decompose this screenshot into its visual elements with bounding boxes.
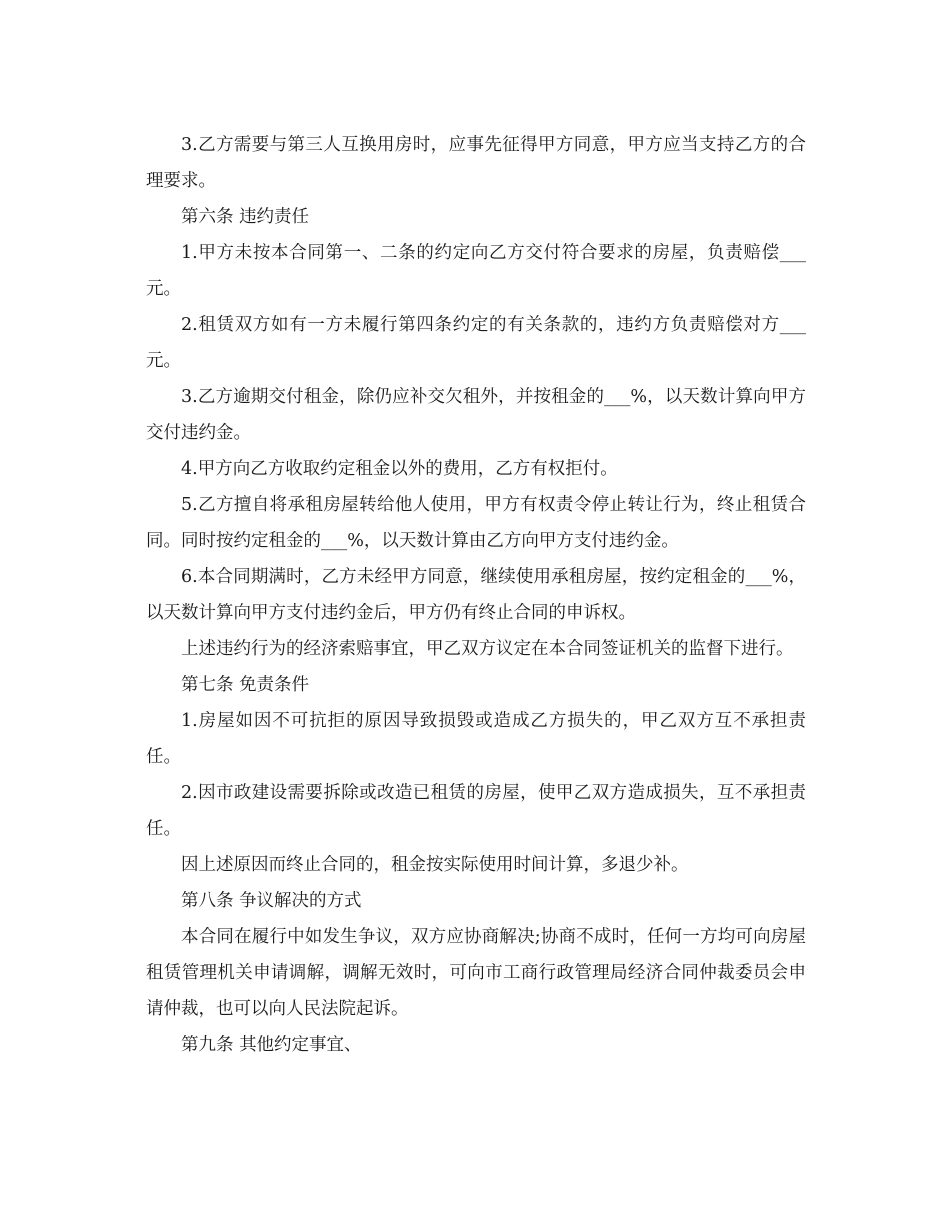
article-8-body: 本合同在履行中如发生争议，双方应协商解决;协商不成时，任何一方均可向房屋租赁管理机关申请调解，调解无效时，可向市工商行政管理局经济合同仲裁委员会申请仲裁，也可以向人民法院起诉。	[146, 927, 806, 1019]
clause-5-item-3: 3.乙方需要与第三人互换用房时，应事先征得甲方同意，甲方应当支持乙方的合理要求。	[146, 135, 806, 191]
article-7-note: 因上述原因而终止合同的，租金按实际使用时间计算，多退少补。	[181, 855, 689, 875]
article-7-heading: 第七条 免责条件	[181, 675, 310, 695]
article-6-item-3: 3.乙方逾期交付租金，除仍应补交欠租外，并按租金的___%，以天数计算向甲方交付违约金。	[146, 387, 806, 443]
article-6-heading: 第六条 违约责任	[181, 207, 310, 227]
article-9-heading: 第九条 其他约定事宜、	[181, 1035, 362, 1055]
article-6-item-5: 5.乙方擅自将承租房屋转给他人使用，甲方有权责令停止转让行为，终止租赁合同。同时按约定租金的___%，以天数计算由乙方向甲方支付违约金。	[146, 495, 806, 551]
article-7-item-2: 2.因市政建设需要拆除或改造已租赁的房屋，使甲乙双方造成损失，互不承担责任。	[146, 783, 806, 839]
article-6-item-1: 1.甲方未按本合同第一、二条的约定向乙方交付符合要求的房屋，负责赔偿___元。	[146, 243, 806, 299]
article-7-item-1: 1.房屋如因不可抗拒的原因导致损毁或造成乙方损失的，甲乙双方互不承担责任。	[146, 711, 806, 767]
article-6-item-2: 2.租赁双方如有一方未履行第四条约定的有关条款的，违约方负责赔偿对方___元。	[146, 315, 806, 371]
document-body	[146, 127, 806, 1063]
article-6-item-6: 6.本合同期满时，乙方未经甲方同意，继续使用承租房屋，按约定租金的___%，以天数计算向甲方支付违约金后，甲方仍有终止合同的申诉权。	[146, 567, 806, 623]
article-6-item-4: 4.甲方向乙方收取约定租金以外的费用，乙方有权拒付。	[181, 459, 618, 479]
article-8-heading: 第八条 争议解决的方式	[181, 891, 362, 911]
article-6-note: 上述违约行为的经济索赔事宜，甲乙双方议定在本合同签证机关的监督下进行。	[181, 639, 794, 659]
